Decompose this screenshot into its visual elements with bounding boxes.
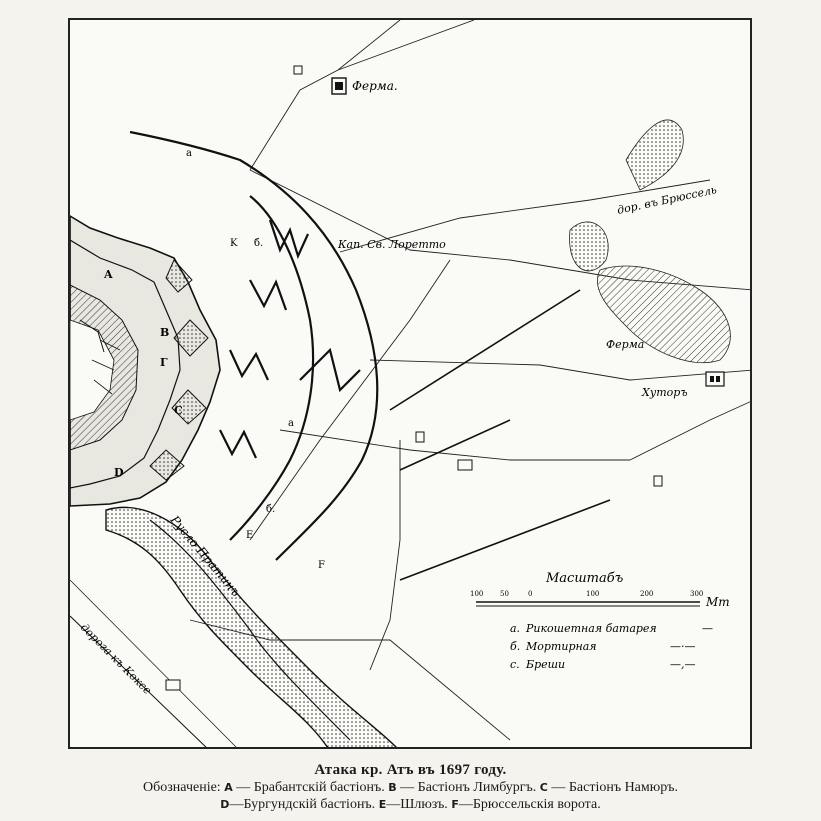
scale-unit: Мт bbox=[706, 595, 730, 609]
woods bbox=[570, 120, 731, 363]
bastion-letter-d: D bbox=[114, 466, 124, 479]
key-symbol-a: — bbox=[702, 622, 713, 635]
scale-tick: 300 bbox=[690, 590, 704, 598]
label-farm-north: Ферма. bbox=[352, 79, 398, 93]
map-title: Атака кр. Атъ въ 1697 году. bbox=[314, 762, 507, 778]
key-symbol-c: —,— bbox=[670, 658, 696, 671]
label-chapel: Кап. Св. Лоретто bbox=[338, 238, 446, 251]
label-hutor: Хуторъ bbox=[642, 386, 688, 399]
legend-text-d: —Бургундскій бастіонъ. bbox=[229, 797, 376, 812]
siege-map bbox=[70, 20, 752, 749]
fortress bbox=[70, 216, 220, 506]
scale-bar bbox=[470, 571, 730, 609]
label-road-brussels: дор. въ Брюссель bbox=[615, 183, 718, 217]
point-f: F bbox=[318, 560, 325, 571]
point-b-lower: б. bbox=[266, 504, 276, 515]
map-frame bbox=[68, 18, 752, 749]
map-key bbox=[510, 622, 713, 671]
river bbox=[106, 507, 400, 749]
point-k: K bbox=[230, 238, 238, 249]
scale-tick: 100 bbox=[586, 590, 600, 598]
scale-title: Масштабъ bbox=[546, 571, 624, 586]
legend-line-2 bbox=[0, 797, 821, 813]
key-text-breach: Бреши bbox=[526, 658, 566, 671]
scale-tick: 50 bbox=[500, 590, 509, 598]
key-letter-c: с. bbox=[510, 658, 520, 671]
legend-key-c: C bbox=[539, 781, 548, 794]
legend-key-b: B bbox=[388, 781, 397, 794]
label-farm-east: Ферма bbox=[606, 338, 645, 351]
legend-key-a: A bbox=[224, 781, 233, 794]
point-e: E bbox=[246, 530, 254, 541]
legend-text-b: — Бастіонъ Лимбургъ. bbox=[400, 780, 537, 795]
legend-intro: Обозначеніе: bbox=[143, 780, 221, 795]
key-text-mortar: Мортирная bbox=[526, 640, 597, 653]
bastion-letter-g: Г bbox=[160, 356, 168, 369]
point-b-upper: б. bbox=[254, 238, 264, 249]
bastion-letter-b: B bbox=[160, 326, 170, 339]
legend-key-f: F bbox=[451, 798, 459, 811]
legend-key-d: D bbox=[220, 798, 230, 811]
scale-tick: 100 bbox=[470, 590, 484, 598]
legend-line-1 bbox=[0, 780, 821, 796]
legend-text-a: — Брабантскій бастіонъ. bbox=[236, 780, 385, 795]
point-a-north: a bbox=[186, 148, 192, 159]
legend-text-c: — Бастіонъ Намюръ. bbox=[551, 780, 678, 795]
scale-tick: 0 bbox=[528, 590, 533, 598]
bastion-letter-a: A bbox=[104, 268, 113, 281]
legend-text-f: —Брюссельскія ворота. bbox=[458, 797, 601, 812]
scale-tick: 200 bbox=[640, 590, 654, 598]
label-river: Русло Пратинъ bbox=[167, 512, 244, 600]
legend-key-e: E bbox=[378, 798, 387, 811]
legend-text-e: —Шлюзъ. bbox=[386, 797, 448, 812]
key-letter-b: б. bbox=[510, 640, 521, 653]
label-road-to-kokse: дорога къ Коксе bbox=[77, 620, 155, 698]
bastion-letter-c: C bbox=[174, 404, 183, 417]
key-text-ricochet: Рикошетная батарея bbox=[526, 622, 657, 635]
key-symbol-b: —·— bbox=[670, 640, 696, 653]
key-letter-a: a. bbox=[510, 622, 521, 635]
point-a-mid: a bbox=[288, 418, 294, 429]
